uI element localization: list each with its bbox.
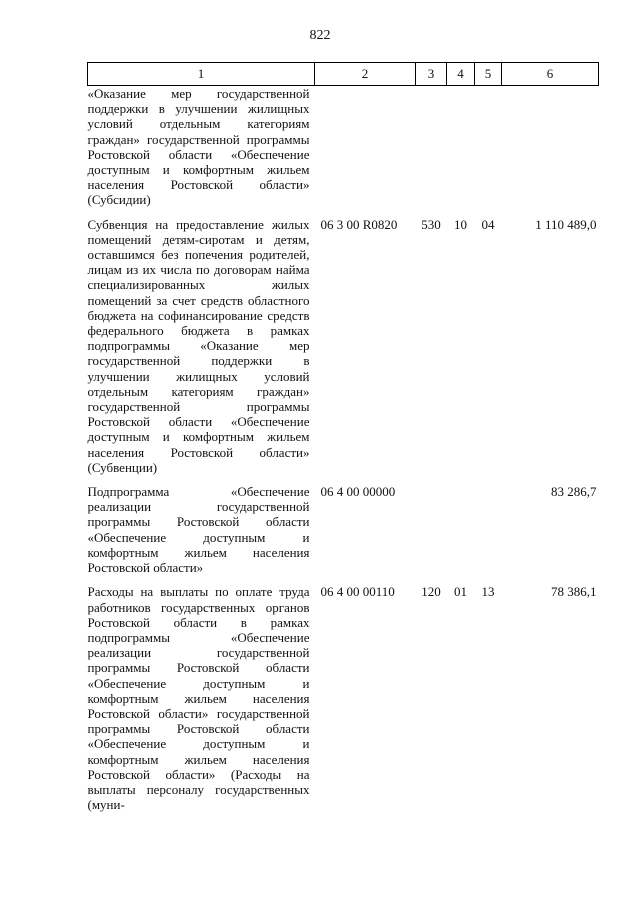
column-header-2: 2 <box>315 63 416 86</box>
row-pr: 04 <box>481 216 495 232</box>
table-row <box>88 584 599 821</box>
header-row <box>88 63 599 86</box>
table-row <box>88 86 599 217</box>
row-rz: 01 <box>454 584 467 600</box>
row-pr <box>475 484 502 584</box>
row-rz <box>447 484 475 584</box>
row-amount <box>502 86 599 217</box>
row-rz <box>447 86 475 217</box>
column-header-6: 6 <box>502 63 599 86</box>
row-description: Расходы на выплаты по оплате труда работников государственных органов Ростовской области в рамках подпрограммы «Обеспечение реализации государственной программы Ростовской области «Обеспечение доступным и комфортным жильем населения Ростовской области» государственной программы Ростовской области «Обеспечение доступным и комфортным жильем населения Ростовской области» (Расходы на выплаты персоналу государственных (муни- <box>87 584 310 813</box>
row-vr: 120 <box>421 584 441 600</box>
row-description: «Оказание мер государственной поддержки в улучшении жилищных условий отдельным категориям граждан» государственной программы Ростовской области «Обеспечение доступным и комфортным жильем населения Ростовской области» (Субсидии) <box>87 86 310 208</box>
row-vr <box>416 86 447 217</box>
column-header-3: 3 <box>416 63 447 86</box>
row-pr <box>475 86 502 217</box>
table-body <box>88 86 599 822</box>
row-code: 06 3 00 R0820 <box>320 216 398 232</box>
row-vr: 530 <box>421 216 441 232</box>
table-row <box>88 484 599 584</box>
column-header-4: 4 <box>447 63 475 86</box>
row-description: Субвенция на предоставление жилых помещений детям-сиротам и детям, оставшимся без попечения родителей, лицам из их числа по договорам найма специализированных жилых помещений за счет средств областного бюджета на софинансирование средств федерального бюджета в рамках подпрограммы «Оказание мер государственной поддержки в улучшении жилищных условий отдельным категориям граждан» государственной программы Ростовской области «Обеспечение доступным и комфортным жильем населения Ростовской области» (Субвенции) <box>87 216 310 475</box>
column-header-1: 1 <box>88 63 315 86</box>
row-pr: 13 <box>481 584 495 600</box>
row-amount: 83 286,7 <box>551 484 597 500</box>
row-description: Подпрограмма «Обеспечение реализации государственной программы Ростовской области «Обеспечение доступным и комфортным жильем населения Ростовской области» <box>87 484 310 576</box>
row-code: 06 4 00 00110 <box>320 584 395 600</box>
column-header-5: 5 <box>475 63 502 86</box>
table-row <box>88 217 599 484</box>
row-amount: 1 110 489,0 <box>535 216 597 232</box>
row-rz: 10 <box>454 216 467 232</box>
row-code: 06 4 00 00000 <box>320 484 396 500</box>
row-vr <box>416 484 447 584</box>
row-code <box>315 86 416 217</box>
row-amount: 78 386,1 <box>551 584 597 600</box>
budget-table <box>87 62 599 821</box>
table-header <box>88 63 599 86</box>
page-number: 822 <box>309 28 331 43</box>
